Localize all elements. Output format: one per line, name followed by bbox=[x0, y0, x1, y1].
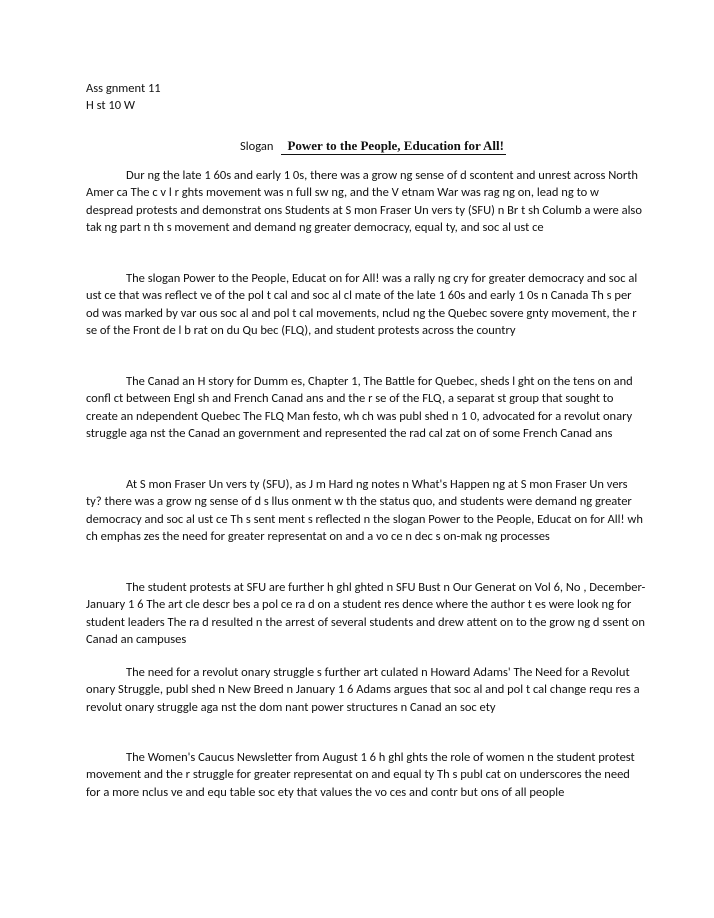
slogan-line bbox=[0, 137, 714, 155]
paragraph-7: The Women's Caucus Newsletter from August 1 6 h ghl ghts the role of women n the student protest movement and the r struggle for greater representat on and equal ty Th s publ cat on underscores the need for a more nclus ve and equ table soc ety that values the vo ces and contr but ons of all people bbox=[86, 750, 635, 800]
slogan-label: Slogan bbox=[240, 139, 274, 154]
assignment-number: Ass gnment 11 bbox=[86, 81, 161, 96]
paragraph-4: At S mon Fraser Un vers ty (SFU), as J m Hard ng notes n What's Happen ng at S mon Fraser Un vers ty? there was a grow ng sense of d s llus onment w th the status quo, and students were demand ng greater democracy and soc al ust ce Th s sent ment s reflected n the slogan Power to the People, Educat on for All! wh ch emphas zes the need for greater representat on and a vo ce n dec s on-mak ng processes bbox=[86, 477, 643, 545]
paragraph-6: The need for a revolut onary struggle s further art culated n Howard Adams' The Need for a Revolut onary Struggle, publ shed n New Breed n January 1 6 Adams argues that soc al and pol t cal change requ res a revolut onary struggle aga nst the dom nant power structures n Canad an soc ety bbox=[86, 665, 640, 715]
paragraph-1: Dur ng the late 1 60s and early 1 0s, there was a grow ng sense of d scontent and unrest across North Amer ca The c v l r ghts movement was n full sw ng, and the V etnam War was rag ng on, lead ng to w despread protests and demonstrat ons Students at S mon Fraser Un vers ty (SFU) n Br t sh Columb a were also tak ng part n th s movement and demand ng greater democracy, equal ty, and soc al ust ce bbox=[86, 168, 642, 236]
paragraph-3: The Canad an H story for Dumm es, Chapter 1, The Battle for Quebec, sheds l ght on the tens on and confl ct between Engl sh and French Canad ans and the r se of the FLQ, a separat st group that sought to create an ndependent Quebec The FLQ Man festo, wh ch was publ shed n 1 0, advocated for a revolut onary struggle aga nst the Canad an government and represented the rad cal zat on of some French Canad ans bbox=[86, 374, 633, 442]
course-code: H st 10 W bbox=[86, 98, 135, 113]
slogan-text: Power to the People, Education for All! bbox=[281, 138, 506, 155]
paragraph-5: The student protests at SFU are further h ghl ghted n SFU Bust n Our Generat on Vol 6, No , December-January 1 6 The art cle descr bes a pol ce ra d on a student res dence where the author t es were look ng for student leaders The ra d resulted n the arrest of several students and drew attent on to the grow ng d ssent on Canad an campuses bbox=[86, 580, 646, 648]
paragraph-2: The slogan Power to the People, Educat on for All! was a rally ng cry for greater democracy and soc al ust ce that was reflect ve of the pol t cal and soc al cl mate of the late 1 60s and early 1 0s n Canada Th s per od was marked by var ous soc al and pol t cal movements, nclud ng the Quebec sovere gnty movement, the r se of the Front de l b rat on du Qu bec (FLQ), and student protests across the country bbox=[86, 271, 638, 339]
